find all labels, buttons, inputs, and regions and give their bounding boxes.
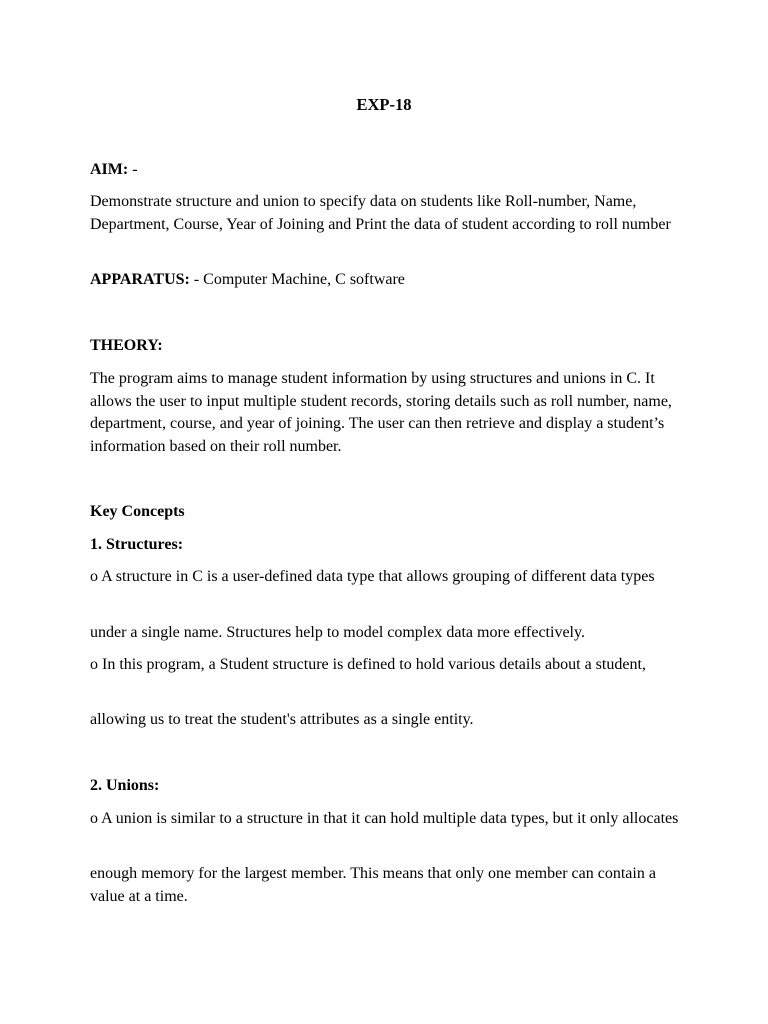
structures-paragraph-2: under a single name. Structures help to model complex data more effectively.: [90, 624, 585, 641]
aim-text: Demonstrate structure and union to specify data on students like Roll-number, Name, Department, Course, Year of Joining and Print the data of student according to roll number: [90, 193, 671, 233]
theory-text: The program aims to manage student information by using structures and unions in C. It allows the user to input multiple student records, storing details such as roll number, name, department, course, and year of joining. The user can then retrieve and display a student’s information based on their roll number.: [90, 370, 672, 455]
theory-heading: THEORY:: [90, 337, 163, 354]
structures-heading: 1. Structures:: [90, 536, 184, 553]
structures-paragraph-3: o In this program, a Student structure is defined to hold various details about a student,: [90, 656, 646, 673]
apparatus-text: - Computer Machine, C software: [189, 271, 405, 288]
apparatus-line: [90, 269, 680, 292]
aim-heading-suffix: -: [128, 161, 138, 178]
unions-paragraph-1: o A union is similar to a structure in that it can hold multiple data types, but it only allocates: [90, 810, 679, 827]
page-title: EXP-18: [356, 95, 412, 114]
unions-heading: 2. Unions:: [90, 777, 160, 794]
unions-paragraph-2: enough memory for the largest member. This means that only one member can contain a value at a time.: [90, 865, 656, 905]
structures-paragraph-1: o A structure in C is a user-defined data type that allows grouping of different data types: [90, 568, 655, 585]
apparatus-heading: APPARATUS:: [90, 271, 190, 288]
aim-heading: AIM:: [90, 161, 129, 178]
key-concepts-heading: Key Concepts: [90, 503, 185, 520]
structures-paragraph-4: allowing us to treat the student's attributes as a single entity.: [90, 711, 474, 728]
aim-line: [90, 159, 680, 182]
